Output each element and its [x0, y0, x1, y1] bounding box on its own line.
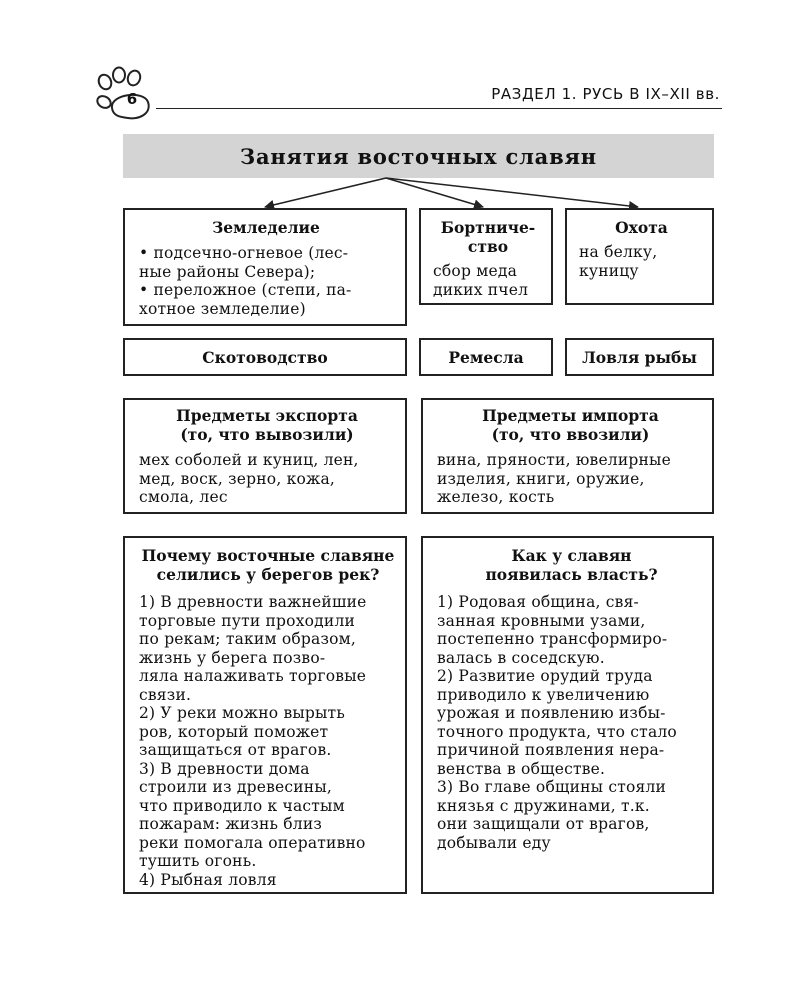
why-rivers-title: Почему восточные славяне селились у берегов рек? — [141, 546, 395, 584]
section-title: РАЗДЕЛ 1. РУСЬ В IX–XII вв. — [491, 85, 720, 103]
why-rivers-paragraph: 1) В древности важнейшие торговые пути проходили по рекам; таким образом, жизнь у берега позво- ляла налаживать торговые связи. — [139, 593, 367, 704]
cattle-box: Скотоводство — [123, 338, 407, 376]
bullet-icon: • — [139, 281, 149, 299]
title-arrows — [0, 0, 800, 230]
crafts-box: Ремесла — [419, 338, 553, 376]
why-rivers-paragraph: 4) Рыбная ловля — [139, 870, 277, 889]
bullet-icon: • — [139, 244, 149, 262]
power-title: Как у славян появилась власть? — [485, 546, 658, 584]
arrow-to-beekeeping — [386, 178, 483, 207]
why-rivers-box — [123, 536, 407, 894]
exports-box — [123, 398, 407, 514]
power-box — [421, 536, 714, 894]
diagram-title: Занятия восточных славян — [123, 134, 714, 178]
why-rivers-paragraph: 3) В древности дома строили из древесины, что приводило к частым пожарам: жизнь близ реки помогала оперативно тушить огонь. — [139, 759, 366, 870]
power-paragraph: 2) Развитие орудий труда приводило к увеличению урожая и появлению избы- точного продукта, что стало причиной появления нера- венства в обществе. — [437, 667, 677, 778]
hunting-text: на белку, куницу — [579, 243, 658, 280]
beekeeping-box — [419, 208, 553, 305]
hunting-title: Охота — [615, 218, 668, 237]
page-number: 6 — [126, 90, 138, 108]
imports-title: Предметы импорта (то, что ввозили) — [482, 406, 659, 444]
farming-item-text: подсечно-огневое (лес- ные районы Севера); — [139, 244, 349, 281]
farming-box — [123, 208, 407, 326]
fishing-box: Ловля рыбы — [565, 338, 714, 376]
imports-text: вина, пряности, ювелирные изделия, книги, оружие, железо, кость — [437, 451, 671, 506]
farming-item — [139, 281, 393, 318]
farming-item-text: переложное (степи, па- хотное земледелие) — [139, 281, 352, 318]
arrow-to-hunting — [386, 178, 638, 207]
farming-title: Земледелие — [212, 218, 320, 237]
beekeeping-text: сбор меда диких пчел — [433, 262, 529, 299]
farming-item — [139, 244, 393, 281]
arrow-to-farming — [265, 178, 386, 207]
power-paragraph: 3) Во главе общины стояли князья с дружинами, т.к. они защищали от врагов, добывали еду — [437, 778, 667, 852]
why-rivers-paragraph: 2) У реки можно вырыть ров, который поможет защищаться от врагов. — [139, 704, 345, 759]
power-paragraph: 1) Родовая община, свя- занная кровными узами, постепенно трансформиро- валась в соседскую. — [437, 593, 668, 667]
exports-title: Предметы экспорта (то, что вывозили) — [176, 406, 358, 444]
beekeeping-title: Бортниче- ство — [440, 218, 536, 256]
hunting-box — [565, 208, 714, 305]
exports-text: мех соболей и куниц, лен, мед, воск, зерно, кожа, смола, лес — [139, 451, 359, 506]
imports-box — [421, 398, 714, 514]
